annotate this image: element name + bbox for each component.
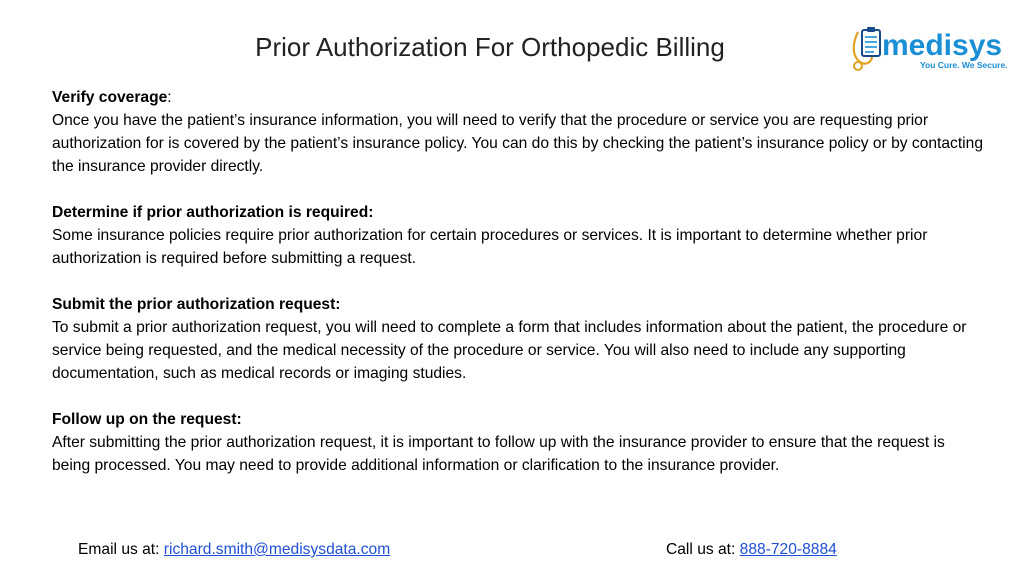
section-heading: Determine if prior authorization is required: [52,204,374,221]
email-label: Email us at: [78,541,164,558]
section-heading: Follow up on the request: [52,411,242,428]
section-heading: Submit the prior authorization request: [52,296,341,313]
section-body: After submitting the prior authorization request, it is important to follow up with the insurance provider to ensure that the request is being processed. You may need to provide additional information or clarification to the insurance provider. [52,434,945,474]
section-verify-coverage [52,86,987,178]
section-submit-request [52,293,987,385]
section-heading-suffix: : [167,89,172,106]
phone-label: Call us at: [666,541,740,558]
page-title: Prior Authorization For Orthopedic Billing [255,32,725,62]
logo-brand-text: medisys [882,29,1003,62]
section-body: To submit a prior authorization request, you will need to complete a form that includes information about the patient, the procedure or service being requested, and the medical necessity of the procedure or service. You will also need to include any supporting documentation, such as medical records or imaging studies. [52,319,967,382]
email-link[interactable]: richard.smith@medisysdata.com [163,541,391,558]
footer-phone [666,538,837,561]
logo-tagline: You Cure. We Secure. [920,60,1008,70]
section-determine-prior-authorization [52,201,987,270]
stethoscope-clipboard-icon [848,22,1013,74]
section-body: Some insurance policies require prior authorization for certain procedures or services. It is important to determine whether prior authorization is required before submitting a request. [52,227,928,267]
section-follow-up [52,408,987,477]
medisys-logo [848,22,1013,74]
section-heading: Verify coverage [52,89,168,106]
footer-email [78,538,390,561]
phone-link[interactable]: 888-720-8884 [739,541,837,558]
section-body: Once you have the patient’s insurance information, you will need to verify that the procedure or service you are requesting prior authorization for is covered by the patient’s insurance policy. You can do this by checking the patient’s insurance policy or by contacting the insurance provider directly. [52,112,983,175]
content-body [52,86,987,500]
